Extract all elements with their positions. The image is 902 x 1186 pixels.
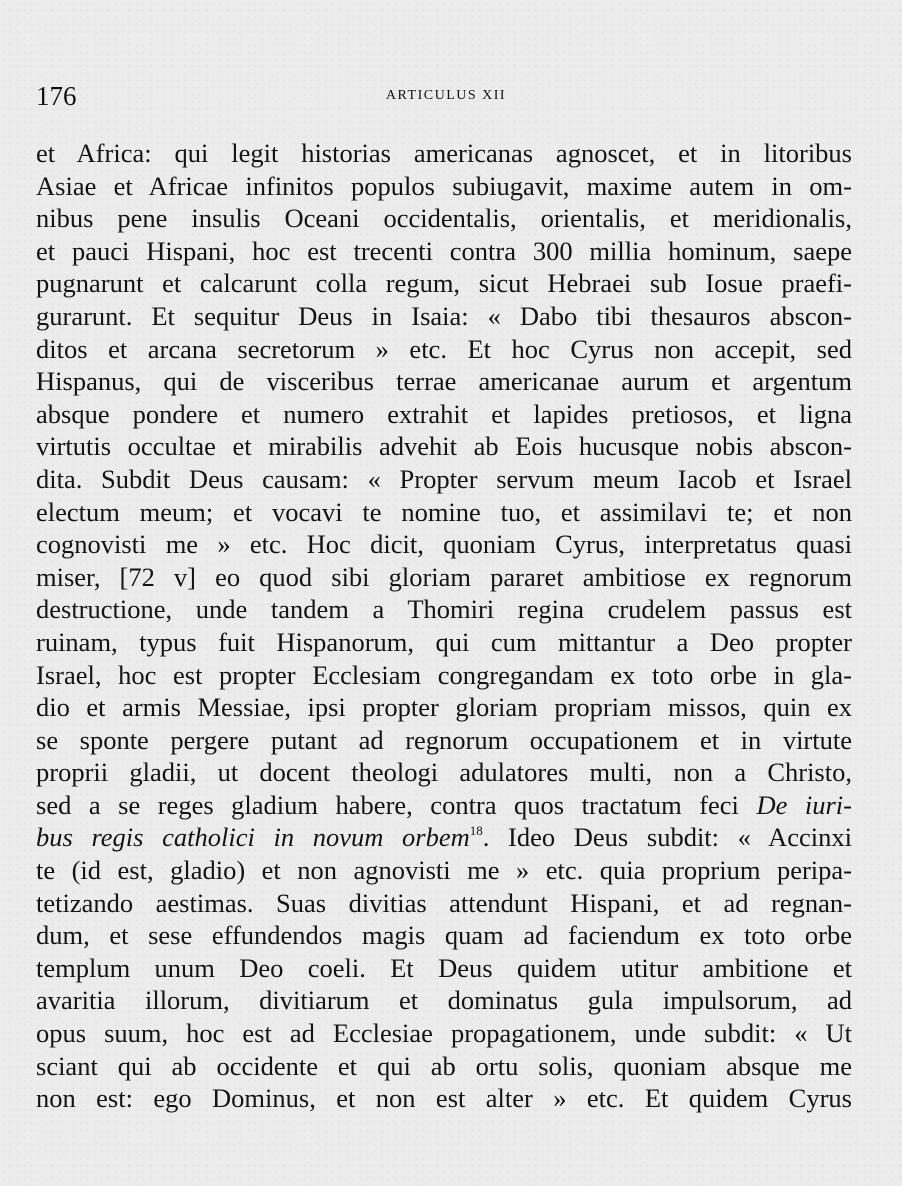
text-line: proprii gladii, ut docent theologi adulatores multi, non a Christo, [36, 757, 852, 788]
footnote-marker: 18 [469, 823, 483, 839]
text-line: Israel, hoc est propter Ecclesiam congregandam ex toto orbe in gla- [36, 659, 852, 690]
running-head: ARTICULUS XII [385, 88, 507, 103]
text-line: et Africa: qui legit historias americanas agnoscet, et in litoribus [36, 138, 852, 168]
text-line: electum meum; et vocavi te nomine tuo, et assimilavi te; et non [36, 496, 852, 527]
text-line: Hispanus, qui de visceribus terrae americanae aurum et argentum [36, 366, 852, 397]
text-line: dum, et sese effundendos magis quam ad faciendum ex toto orbe [36, 920, 852, 951]
text-line: non est: ego Dominus, et non est alter » etc. Et quidem Cyrus [36, 1083, 852, 1114]
page-number: 176 [36, 81, 77, 111]
text-line: dio et armis Messiae, ipsi propter gloriam propriam missos, quin ex [36, 692, 852, 723]
text-line: nibus pene insulis Oceani occidentalis, orientalis, et meridionalis, [36, 203, 852, 234]
body-text [36, 137, 852, 1115]
text-line: miser, [72 v] eo quod sibi gloriam pararet ambitiose ex regnorum [36, 561, 852, 592]
text-segment: sed a se reges gladium habere, contra quos tractatum feci [36, 789, 739, 820]
text-line: ditos et arcana secretorum » etc. Et hoc Cyrus non accepit, sed [36, 333, 852, 364]
text-line: pugnarunt et calcarunt colla regum, sicut Hebraei sub Iosue praefi- [36, 268, 852, 299]
text-line: destructione, unde tandem a Thomiri regina crudelem passus est [36, 594, 852, 625]
italic-title: bus regis catholici in novum orbem [36, 822, 470, 853]
text-line: dita. Subdit Deus causam: « Propter servum meum Iacob et Israel [36, 463, 852, 494]
text-line: tetizando aestimas. Suas divitias attendunt Hispani, et ad regnan- [36, 887, 852, 918]
text-line: sciant qui ab occidente et qui ab ortu solis, quoniam absque me [36, 1050, 852, 1081]
italic-title: De iuri- [756, 789, 852, 820]
text-line: avaritia illorum, divitiarum et dominatus gula impulsorum, ad [36, 985, 852, 1016]
text-line-with-title [36, 789, 852, 822]
text-segment: . Ideo Deus subdit: « Accinxi [482, 822, 852, 853]
text-line: ruinam, typus fuit Hispanorum, qui cum mittantur a Deo propter [36, 626, 852, 657]
text-line: Asiae et Africae infinitos populos subiugavit, maxime autem in om- [36, 170, 852, 201]
page-header [36, 76, 856, 116]
text-line: opus suum, hoc est ad Ecclesiae propagationem, unde subdit: « Ut [36, 1018, 852, 1049]
text-line: te (id est, gladio) et non agnovisti me » etc. quia proprium peripa- [36, 855, 852, 886]
text-line: absque pondere et numero extrahit et lapides pretiosos, et ligna [36, 398, 852, 429]
text-line: se sponte pergere putant ad regnorum occupationem et in virtute [36, 724, 852, 755]
text-line: virtutis occultae et mirabilis advehit ab Eois hucusque nobis abscon- [36, 431, 852, 462]
text-line: templum unum Deo coeli. Et Deus quidem utitur ambitione et [36, 952, 852, 983]
text-line: cognovisti me » etc. Hoc dicit, quoniam Cyrus, interpretatus quasi [36, 529, 852, 560]
text-line: et pauci Hispani, hoc est trecenti contra 300 millia hominum, saepe [36, 235, 852, 266]
text-line-with-title [36, 821, 852, 854]
text-line: gurarunt. Et sequitur Deus in Isaia: « Dabo tibi thesauros abscon- [36, 300, 852, 331]
